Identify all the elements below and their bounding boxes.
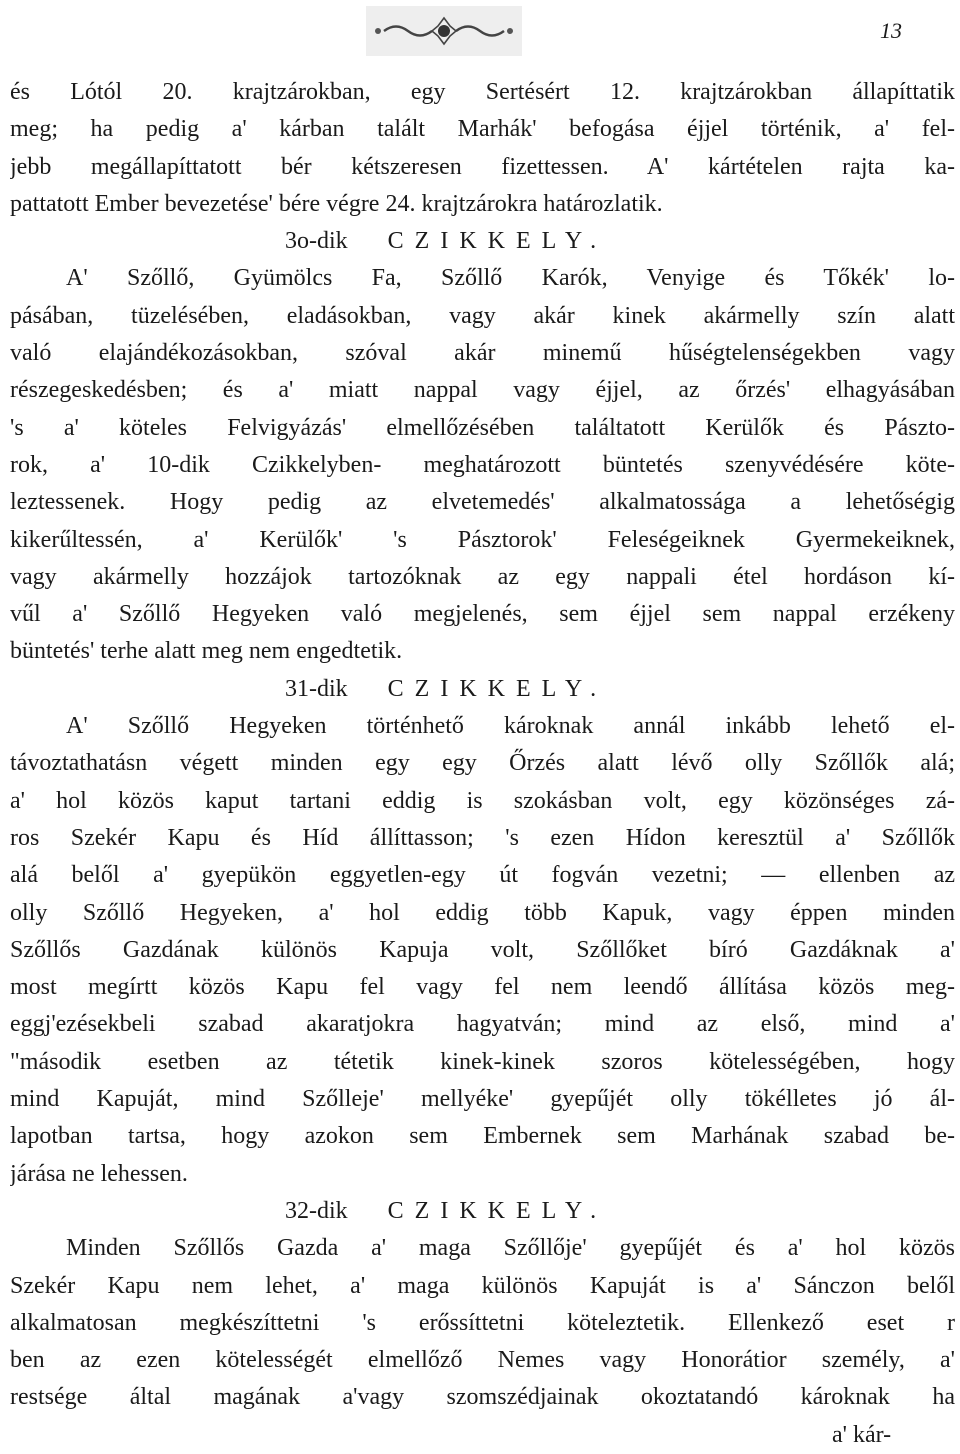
text-line: mind Kapuját, mind Szőlleje' mellyéke' gyepűjét olly tökélletes jó ál- <box>10 1086 955 1113</box>
text-line: jebb megállapíttatott bér kétszeresen fizettessen. A' kártételen rajta ka- <box>10 153 955 180</box>
text-line: alá belől a' gyepükön eggyetlen-egy út fogván vezetni; — ellenben az <box>10 862 955 889</box>
text-line: olly Szőllő Hegyeken, a' hol eddig több Kapuk, vagy éppen minden <box>10 899 955 926</box>
text-line: rok, a' 10-dik Czikkelyben- meghatározott büntetés szenyvédésére köte- <box>10 451 955 478</box>
page-number: 13 <box>880 18 902 43</box>
document-body <box>10 74 955 1454</box>
text-line: alkalmatosan megkészíttetni 's erőssíttetni köteleztetik. Ellenkező eset r <box>10 1309 955 1336</box>
text-line: Szekér Kapu nem lehet, a' maga különös Kapuját is a' Sánczon belől <box>10 1272 955 1299</box>
catchword: a' kár- <box>832 1421 892 1448</box>
text-line: meg; ha pedig a' kárban talált Marhák' befogása éjjel történik, a' fel- <box>10 116 955 143</box>
text-line: Minden Szőllős Gazda a' maga Szőllője' gyepűjét és a' hol közös <box>66 1235 955 1262</box>
article-heading-30 <box>10 223 955 260</box>
text-line: vagy akármelly hozzájok tartozóknak az egy nappali étel hordáson kí- <box>10 563 955 590</box>
decorative-ornament-icon <box>366 6 522 56</box>
article-word: CZIKKELY. <box>387 1197 608 1224</box>
text-line: büntetés' terhe alatt meg nem engedtetik. <box>10 638 403 665</box>
text-line: A' Szőllő, Gyümölcs Fa, Szőllő Karók, Venyige és Tőkék' lo- <box>66 265 955 292</box>
text-line: részegeskedésben; és a' miatt nappal vagy éjjel, az őrzés' elhagyásában <box>10 377 955 404</box>
text-line: járása ne lehessen. <box>10 1160 188 1187</box>
header-ornament <box>366 6 522 56</box>
text-line: most megírtt közös Kapu fel vagy fel nem leendő állítása közös meg- <box>10 974 955 1001</box>
ornament-dot-left <box>375 28 381 34</box>
ornament-dot-right <box>507 28 513 34</box>
text-line: pattatott Ember bevezetése' bére végre 24. krajtzárokra határozlatik. <box>10 190 663 217</box>
text-line: ros Szekér Kapu és Híd állíttasson; 's ezen Hídon keresztül a' Szőllők <box>10 824 955 851</box>
text-line: eggj'ezésekbeli szabad akaratjokra hagyatván; mind az első, mind a' <box>10 1011 955 1038</box>
article-number: 31-dik <box>285 675 348 702</box>
ornament-center-dot <box>438 25 450 37</box>
text-line: lapotban tartsa, hogy azokon sem Embernek sem Marhának szabad be- <box>10 1123 955 1150</box>
text-line: való elajándékozásokban, szóval akár minemű hűségtelenségekben vagy <box>10 340 955 367</box>
text-line: pásában, tüzelésében, eladásokban, vagy akár kinek akármelly szín alatt <box>10 302 955 329</box>
text-line: a' hol közös kaput tartani eddig is szokásban volt, egy közönséges zá- <box>10 787 955 814</box>
article-heading-31 <box>10 671 955 708</box>
text-line: 's a' köteles Felvigyázás' elmellőzésében találtatott Kerülők és Pászto- <box>10 414 955 441</box>
article-word: CZIKKELY. <box>387 228 608 255</box>
text-line: ben az ezen kötelességét elmellőző Nemes vagy Honorátior személy, a' <box>10 1347 955 1374</box>
article-word: CZIKKELY. <box>387 675 608 702</box>
text-line: A' Szőllő Hegyeken történhető károknak annál inkább lehető el- <box>66 713 955 740</box>
article-number: 32-dik <box>285 1197 348 1224</box>
article-number: 3o-dik <box>285 228 348 255</box>
text-line: "második esetben az tétetik kinek-kinek szoros kötelességében, hogy <box>10 1048 955 1075</box>
text-line: kikerűltessén, a' Kerülők' 's Pásztorok' Feleségeiknek Gyermekeiknek, <box>10 526 955 553</box>
text-line: vűl a' Szőllő Hegyeken való megjelenés, sem éjjel sem nappal erzékeny <box>10 601 955 628</box>
text-line: Szőllős Gazdának különös Kapuja volt, Szőllőket bíró Gazdáknak a' <box>10 936 955 963</box>
text-line: restsége által magának a'vagy szomszédjainak okoztatandó károknak ha <box>10 1384 955 1411</box>
text-line: leztessenek. Hogy pedig az elvetemedés' alkalmatossága a lehetőségig <box>10 489 955 516</box>
text-line: és Lótól 20. krajtzárokban, egy Sertésért 12. krajtzárokban állapíttatik <box>10 79 955 105</box>
text-line: távoztathatásn végett minden egy egy Őrzés alatt lévő olly Szőllők alá; <box>10 750 955 777</box>
article-heading-32 <box>10 1193 955 1230</box>
